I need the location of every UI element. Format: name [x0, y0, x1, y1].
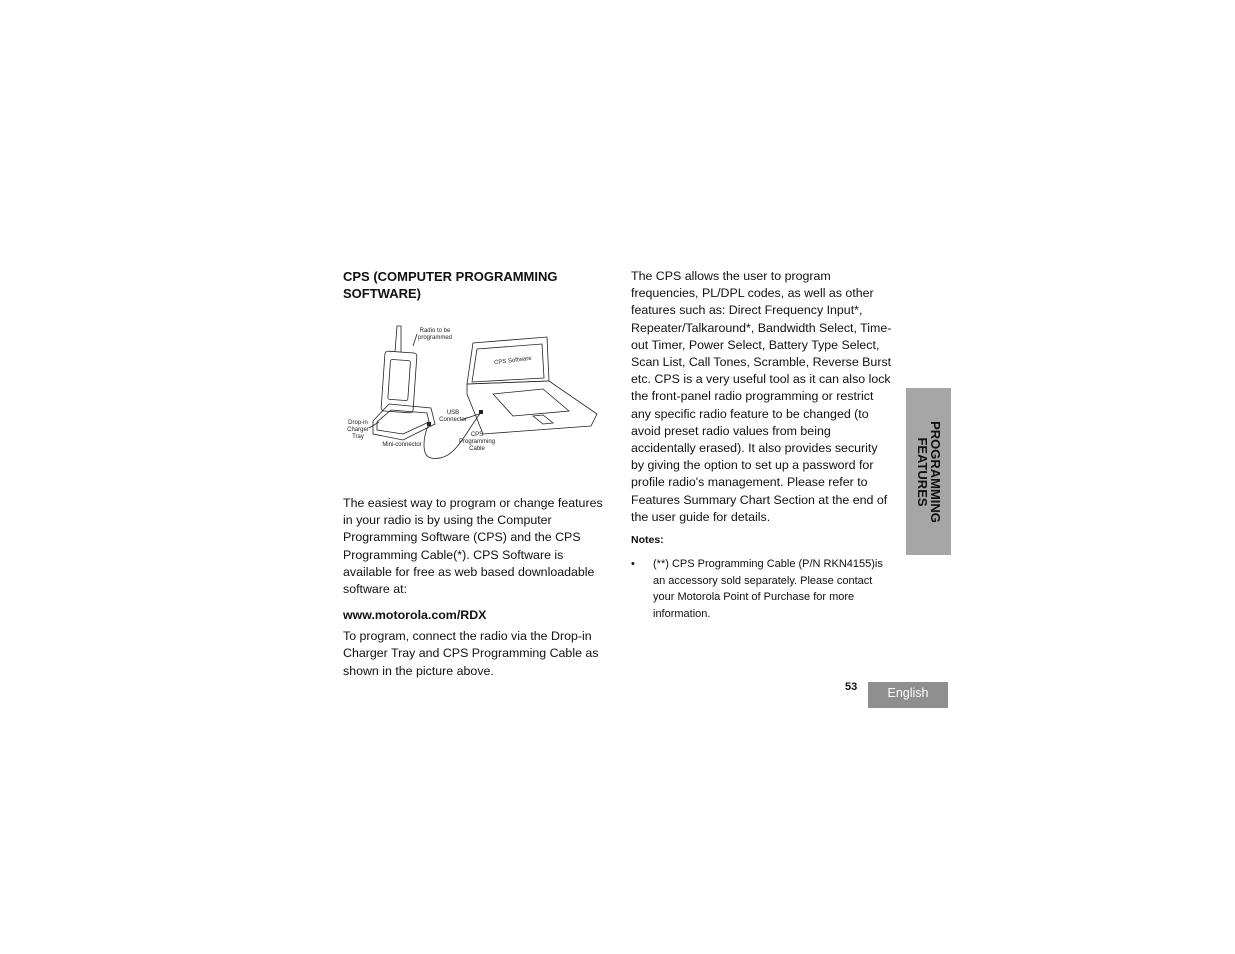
label-programming-cable: CPS Programming Cable: [458, 432, 495, 452]
mini-connector: [427, 422, 431, 426]
label-cps-software: CPS Software: [493, 355, 533, 367]
chapter-side-tab-label: PROGRAMMING FEATURES: [914, 420, 943, 523]
chapter-side-tab: [906, 388, 951, 555]
intro-paragraph: The easiest way to program or change features in your radio is by using the Computer Programming Software (CPS) and the CPS Programming Cable(*). CPS Software is available for free as web based downloadable software at:: [343, 496, 603, 597]
cps-description-paragraph: The CPS allows the user to program frequencies, PL/DPL codes, as well as other features such as: Direct Frequency Input*, Repeater/Talkaround*, Bandwidth Select, Time-out Timer, Power Select, Battery Type Select, Scan List, Call Tones, Scramble, Reverse Burst etc. CPS is a very useful tool as it can also lock the front-panel radio programming or restrict any specific radio feature to be changed (to avoid preset radio values from being accidentally erased). It also provides security by giving the option to set up a password for profile radio's management. Please refer to Features Summary Chart Section at the end of the user guide for details.: [631, 269, 892, 524]
page-number: 53: [845, 681, 858, 693]
download-url: www.motorola.com/RDX: [343, 608, 487, 623]
label-usb-connector: USB Connector: [439, 410, 467, 423]
label-drop-in-charger: Drop-in Charger Tray: [347, 420, 369, 440]
label-mini-connector: Mini-connector: [382, 442, 422, 448]
notes-heading: Notes:: [631, 534, 664, 547]
note-item: [631, 556, 893, 622]
right-column: [631, 268, 893, 622]
usb-connector: [479, 410, 483, 414]
language-tab: English: [868, 682, 948, 708]
note-text: (**) CPS Programming Cable (P/N RKN4155)is an accessory sold separately. Please contact your Motorola Point of Purchase for more information.: [653, 558, 883, 620]
section-heading: CPS (COMPUTER PROGRAMMING SOFTWARE): [343, 269, 558, 301]
label-radio: Radio to be programmed: [417, 328, 452, 341]
cps-connection-figure: [343, 316, 605, 466]
left-column: [343, 268, 605, 680]
charger-tray: [373, 404, 435, 440]
bullet-icon: •: [631, 558, 635, 571]
instructions-paragraph: To program, connect the radio via the Drop-in Charger Tray and CPS Programming Cable as shown in the picture above.: [343, 629, 599, 678]
laptop-base: [467, 381, 597, 434]
